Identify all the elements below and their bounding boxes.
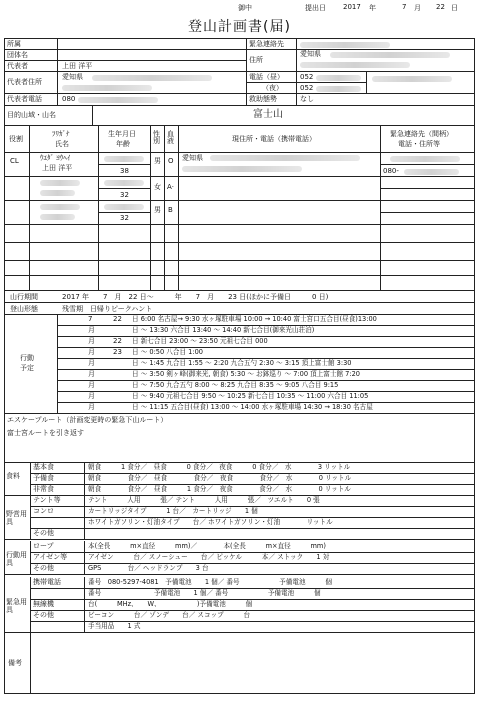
rule [4,275,475,276]
schedule-day: 22 [113,315,122,323]
member-sex: 男 [154,206,161,214]
gochu-label: 御中 [238,4,252,12]
rule [178,125,179,290]
form-text: 残雪期 日帰りピークハント [62,305,153,313]
redacted-block [40,214,75,220]
schedule-text: 日 6:00 名古屋→ 9:30 水ヶ塚駐車場 10:00 → 10:40 富士宮口五合目(昼食)13:00 [132,315,377,323]
col-blood: 血液 [167,130,174,145]
rule [296,38,297,105]
member-furigana: ｳｴﾀﾞ ﾖｳﾍｲ [40,154,71,162]
address-label: 住所 [249,56,263,64]
emergency_gear-row-text: 手当用品 1 式 [88,622,141,630]
emergency_gear-row-text: 番号 080-5297-4081 予備電池 1 個／ 番号 予備電池 個 [88,578,332,586]
schedule-text: 日 ～ 3:50 剣ヶ峰(御来光, 朝食) 5:30 ～ お鉢巡り ～ 7:00 頂上富士館 7:20 [132,370,360,378]
leader-name: 上田 洋平 [62,62,93,70]
schedule-label-2: 予定 [20,364,34,372]
rule [246,82,366,83]
phone-day-label: 電話（昼） [249,73,284,81]
redacted-block [104,180,144,186]
camp-row-text: カートリッジタイプ 1 台／ カートリッジ 1 個 [88,507,258,515]
rule [30,577,31,632]
escape-text: 富士宮ルートを引き返す [7,429,84,437]
rule [150,125,151,290]
camp-row-text: ホワイトガソリン・灯油タイプ 台／ ホワイトガソリン・灯油 リットル [88,518,333,526]
food-row-name: 予備食 [33,474,54,482]
redacted-block [390,156,460,162]
redacted-block [372,76,452,82]
period-text: 2017 年 7 月 22 日～ 年 7 月 23 日(ほかに予備日 0 日) [62,293,329,301]
rule [98,188,150,189]
rule [4,260,475,261]
food-row-text: 朝食 食分／ 昼食 1 食分／ 夜食 食分／ 水 0 リットル [88,485,351,493]
redacted-block [404,169,459,175]
submit-month: 7 [402,3,407,11]
leader-address-label: 代表者住所 [7,78,42,86]
member-blood: A· [167,183,175,191]
emergency-contact-label: 緊急連絡先 [249,40,284,48]
leader-phone: 080 [62,95,76,103]
rule [4,224,475,225]
schedule-month: 月 [88,381,95,389]
submit-date-label: 提出日 [305,4,326,12]
emergency_gear-label: 緊急用具 [6,597,27,614]
schedule-month: 月 [88,359,95,367]
schedule-day: 23 [113,348,122,356]
col-emergency: 緊急連絡先（間柄） [390,130,453,138]
schedule-label-1: 行動 [20,354,34,362]
schedule-text: 日 ～ 9:40 元祖七合目 9:50 ～ 10:25 新七合目 10:35 ～ 11:00 六合目 11:05 [132,392,369,400]
emergency_gear-row-text: 番号 予備電池 1 個／ 番号 予備電池 個 [88,589,321,597]
address-value: 愛知県 [300,50,321,58]
camp-row-name: テント等 [33,496,61,504]
submit-day: 22 [436,3,445,11]
schedule-text: 日 ～ 7:50 九合五勺 8:00 ～ 8:25 九合目 8:35 ～ 9:05 八合目 9:15 [132,381,339,389]
col-birthdate: 生年月日 [108,130,136,138]
leader-phone-label: 代表者電話 [7,95,42,103]
redacted-block [316,75,361,81]
rule [246,38,247,105]
affiliation-label: 所属 [7,40,21,48]
camp-row-text: テント 人用 張／ テント 人用 張／ ツエルト 0 張 [88,496,320,504]
redacted-block [300,62,410,68]
rule [366,71,367,93]
rule [30,541,31,574]
member-role: CL [10,157,19,165]
action-row-text: 本(全長 m×直径 mm)／ 本(全長 m×直径 mm) [88,542,326,550]
member-blood: O [168,157,174,165]
member-age: 32 [120,191,129,199]
schedule-month: 月 [88,392,95,400]
redacted-block [40,180,80,186]
rule [246,71,475,72]
rule [57,38,58,105]
rescue-value: なし [300,95,314,103]
schedule-text: 日 ～ 0:50 八合目 1:00 [132,348,203,356]
submit-year-unit: 年 [369,4,376,12]
schedule-month: 月 [88,337,95,345]
phone-night: 052 [300,84,314,92]
redacted-block [210,155,360,161]
action-row-text: GPS 台／ ヘッドランプ 3 台 [88,564,209,572]
rule [84,541,85,574]
schedule-month: 月 [88,403,95,411]
food-row-name: 基本食 [33,463,54,471]
rule [380,164,475,165]
member-name: 上田 洋平 [42,164,73,172]
schedule-month: 月 [88,370,95,378]
schedule-text: 日 ～ 1:45 九合目 1:55 ～ 2:20 九合五勺 2:30 ～ 3:15 頂上富士館 3:30 [132,359,352,367]
schedule-month: 7 [88,315,93,323]
col-furigana: ﾌﾘｶﾞﾅ [52,130,70,138]
camp-row-name: その他 [33,529,54,537]
member-sex: 女 [154,183,161,191]
member-address: 愛知県 [182,154,203,162]
redacted-block [92,75,212,81]
rule [4,302,475,303]
col-sex: 性別 [153,130,160,145]
submit-day-unit: 日 [451,4,458,12]
schedule-month: 月 [88,326,95,334]
rule [4,105,475,106]
emergency_gear-row-text: ビーコン 台／ ゾンデ 台／ スコップ 台 [88,611,251,619]
redacted-block [300,42,390,48]
rule [380,125,381,290]
rule [4,93,475,94]
leader-address: 愛知県 [62,73,83,81]
schedule-day: 22 [113,337,122,345]
member-blood: B [168,206,173,214]
rule [57,314,58,413]
remarks-label: 備考 [8,659,22,667]
action-row-name: ロープ [33,542,54,550]
rule [4,632,475,633]
rule [4,125,475,126]
schedule-month: 月 [88,348,95,356]
emergency_gear-row-name: その他 [33,611,54,619]
rule [30,462,31,495]
action-label: 行動用具 [6,550,27,567]
action-row-text: アイゼン 台／ スノーシュー 台／ ピッケル 本／ ストック 1 対 [88,553,330,561]
food-row-text: 朝食 1 食分／ 昼食 0 食分／ 夜食 0 食分／ 水 3 リットル [88,463,351,471]
camp-label: 野営用具 [6,510,27,527]
form-title: 登山計画書(届) [188,19,291,35]
rule [4,242,475,243]
action-row-name: アイゼン等 [33,553,68,561]
rule [4,413,475,414]
redacted-block [62,85,152,91]
group-label: 団体名 [7,51,28,59]
period-label: 山行期間 [10,293,38,301]
schedule-text: 日 ～ 11:15 五合目(昼食) 13:00 ～ 14:00 水ヶ塚駐車場 14:30 → 18:30 名古屋 [132,403,373,411]
member-age: 38 [120,167,129,175]
redacted-block [104,156,144,162]
rule [98,212,150,213]
rule [164,125,165,290]
col-address-phone: 現住所・電話（携帯電話） [232,135,316,143]
rule [30,632,31,694]
food-label: 食料 [6,471,20,480]
redacted-block [330,52,450,58]
member-age: 32 [120,214,129,222]
destination-label: 目的山域・山名 [7,111,56,119]
emergency_gear-row-name: 携帯電話 [33,578,61,586]
member-emergency: 080- [383,167,399,175]
rule [4,176,475,177]
rule [84,462,85,495]
camp-row-name: コンロ [33,507,54,515]
destination-value: 富士山 [253,109,283,120]
leader-label: 代表者 [7,62,28,70]
redacted-block [316,86,361,92]
rescue-label: 救助態勢 [249,95,277,103]
rule [4,574,475,575]
schedule-text: 日 ～ 13:30 六合目 13:40 ～ 14:40 新七合目(御来光山荘泊) [132,326,315,334]
submit-year: 2017 [343,3,361,11]
rule [4,49,475,50]
schedule-text: 日 新七合目 23:00 ～ 23:50 元祖七合目 000 [132,337,268,345]
member-sex: 男 [154,157,161,165]
rule [4,539,475,540]
rule [84,577,85,632]
col-emergency-phone: 電話・住所等 [398,140,440,148]
food-row-name: 非常食 [33,485,54,493]
redacted-block [40,204,80,210]
rule [380,212,475,213]
redacted-block [104,204,144,210]
escape-label: エスケープルート（計画変更時の緊急下山ルート） [7,416,168,424]
emergency_gear-row-text: 台( MHz、 W、 )予備電池 個 [88,600,253,608]
rule [4,152,475,153]
rule [4,200,475,201]
rule [4,290,475,291]
col-age: 年齢 [116,140,130,148]
form-label: 登山形態 [10,305,38,313]
action-row-name: その他 [33,564,54,572]
col-name: 氏名 [55,140,69,148]
rule [92,105,93,125]
redacted-block [182,166,302,172]
redacted-block [40,190,75,196]
rule [30,528,475,529]
phone-night-label: （夜） [262,84,283,92]
redacted-block [78,97,158,103]
submit-month-unit: 月 [414,4,421,12]
rule [4,60,246,61]
phone-day: 052 [300,73,314,81]
rule [98,125,99,290]
rule [380,188,475,189]
food-row-text: 朝食 食分／ 昼食 食分／ 夜食 食分／ 水 0 リットル [88,474,352,482]
emergency_gear-row-name: 無線機 [33,600,54,608]
rule [98,164,150,165]
col-role: 役割 [9,135,23,143]
rule [29,125,30,290]
rule [4,71,246,72]
